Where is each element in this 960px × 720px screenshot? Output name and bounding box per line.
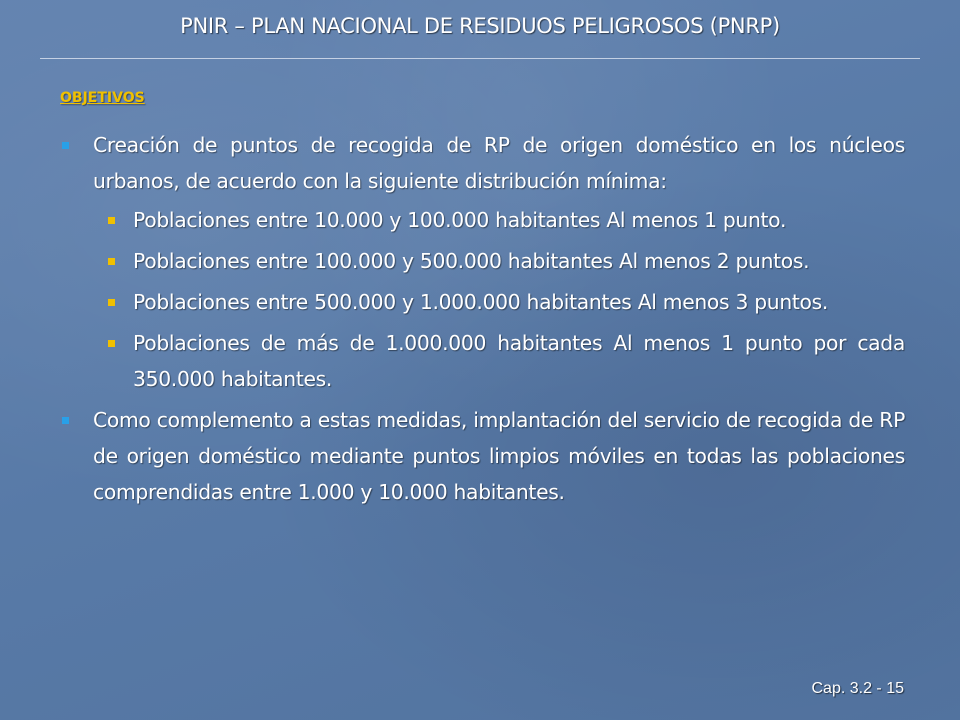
sub-bullet-item: [60, 243, 905, 279]
bullet-item: [60, 402, 905, 510]
sub-bullet-marker: [108, 340, 115, 347]
bullet-marker: [62, 417, 69, 424]
bullet-text: Creación de puntos de recogida de RP de origen doméstico en los núcleos urbanos, de acuerdo con la siguiente distribución mínima:: [93, 133, 905, 193]
bullet-item: [60, 127, 905, 199]
sub-bullet-text: Poblaciones entre 500.000 y 1.000.000 habitantes Al menos 3 puntos.: [133, 290, 829, 314]
sub-bullet-text: Poblaciones entre 10.000 y 100.000 habitantes Al menos 1 punto.: [133, 208, 787, 232]
sub-bullet-item: [60, 325, 905, 397]
sub-bullet-item: [60, 284, 905, 320]
sub-bullet-item: [60, 202, 905, 238]
sub-bullet-marker: [108, 217, 115, 224]
bullet-text: Como complemento a estas medidas, implantación del servicio de recogida de RP de origen doméstico mediante puntos limpios móviles en todas las poblaciones comprendidas entre 1.000 y 10.000 habitantes.: [93, 408, 905, 504]
bullet-marker: [62, 142, 69, 149]
slide-number: Cap. 3.2 - 15: [811, 680, 904, 697]
slide-content: [60, 127, 905, 513]
title-divider: [40, 58, 920, 59]
slide-title: PNIR – PLAN NACIONAL DE RESIDUOS PELIGROSOS (PNRP): [180, 14, 780, 38]
sub-bullet-marker: [108, 299, 115, 306]
sub-bullet-text: Poblaciones de más de 1.000.000 habitantes Al menos 1 punto por cada 350.000 habitantes.: [133, 331, 905, 391]
sub-bullet-text: Poblaciones entre 100.000 y 500.000 habitantes Al menos 2 puntos.: [133, 249, 810, 273]
sub-bullet-marker: [108, 258, 115, 265]
section-heading: OBJETIVOS: [60, 90, 145, 106]
